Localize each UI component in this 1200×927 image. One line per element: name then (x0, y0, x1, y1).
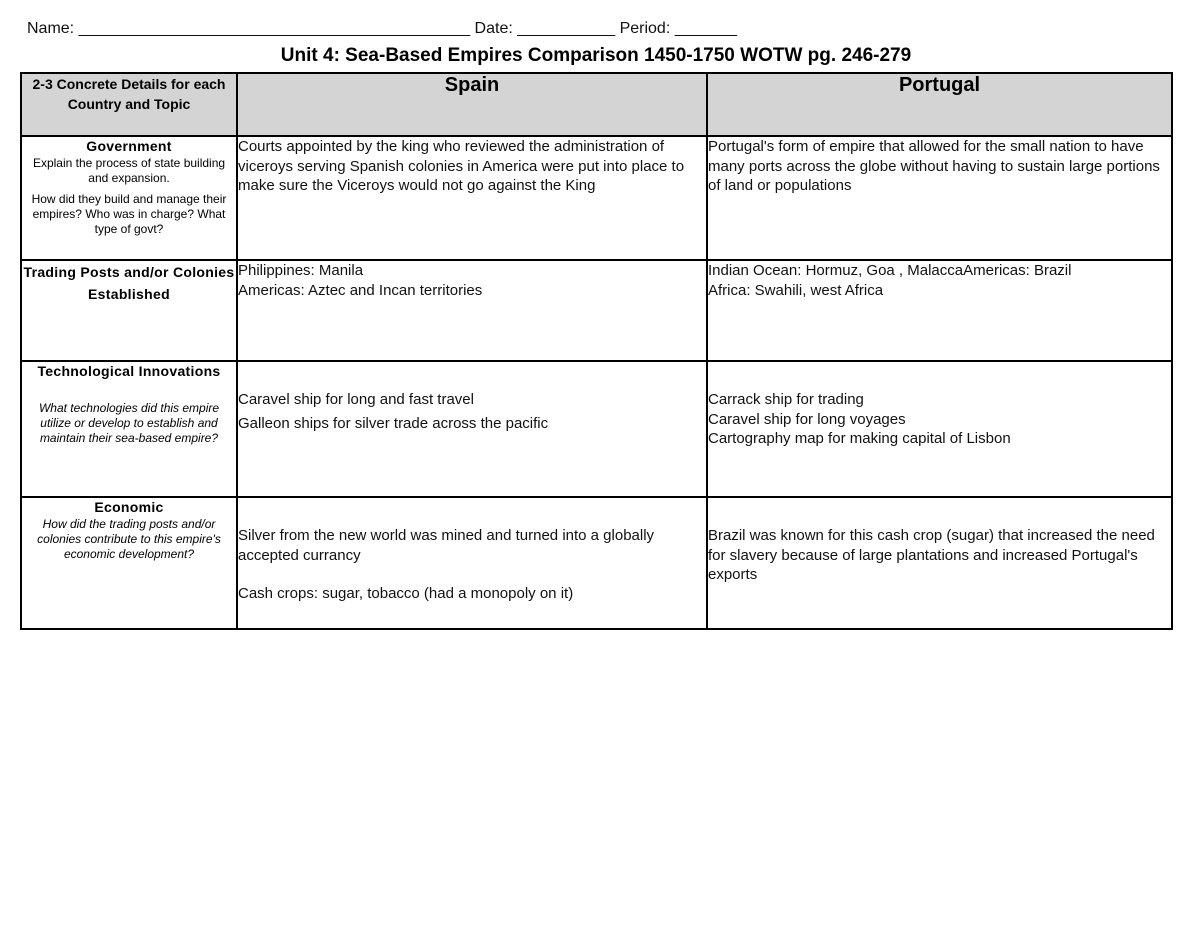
cell-text: Philippines: Manila (238, 262, 364, 279)
topic-name: Trading Posts and/or Colonies Established (23, 264, 235, 302)
student-info-line: Name: ____________________________________________ Date: ___________ Period: _______ (27, 20, 737, 37)
cell-text: Silver from the new world was mined and turned into a globally accepted currancy (238, 527, 655, 564)
topic-question: How did they build and manage their empires? Who was in charge? What type of govt? (31, 192, 227, 236)
header-row (21, 73, 1172, 136)
topic-name: Economic (94, 499, 164, 515)
cell-text: Carrack ship for trading (708, 391, 864, 408)
cell-text: Americas: Aztec and Incan territories (238, 281, 483, 299)
cell-text: Caravel ship for long voyages (708, 410, 906, 428)
portugal-economic-cell[interactable] (707, 497, 1172, 629)
cell-text: Cartography map for making capital of Lisbon (708, 430, 1011, 447)
spain-column-header: Spain (237, 73, 707, 136)
topic-description: Explain the process of state building and expansion. (32, 156, 226, 185)
topic-question: How did the trading posts and/or colonies contribute to this empire's economic development? (37, 517, 221, 561)
topic-cell-technology (21, 361, 237, 497)
topic-name: Technological Innovations (37, 363, 221, 379)
portugal-trading-posts-cell[interactable] (707, 260, 1172, 361)
spain-trading-posts-cell[interactable] (237, 260, 707, 361)
topic-name: Government (86, 138, 172, 154)
table-row (21, 136, 1172, 260)
portugal-column-header: Portugal (707, 73, 1172, 136)
page-title: Unit 4: Sea-Based Empires Comparison 1450-1750 WOTW pg. 246-279 (280, 45, 912, 66)
portugal-government-cell[interactable] (707, 136, 1172, 260)
portugal-technology-cell[interactable] (707, 361, 1172, 497)
cell-text: Courts appointed by the king who reviewed the administration of viceroys serving Spanish colonies in America were put into place to make sure the Viceroys would not go against the King (238, 138, 685, 194)
cell-text: Galleon ships for silver trade across the pacific (238, 414, 549, 432)
cell-text: Indian Ocean: Hormuz, Goa , MalaccaAmericas: Brazil (708, 262, 1072, 279)
table-row (21, 260, 1172, 361)
cell-text: Caravel ship for long and fast travel (238, 391, 474, 408)
topic-question: What technologies did this empire utilize or develop to establish and maintain their sea-based empire? (38, 401, 220, 445)
cell-text: Cash crops: sugar, tobacco (had a monopoly on it) (238, 585, 574, 602)
table-row (21, 497, 1172, 629)
cell-text: Brazil was known for this cash crop (sugar) that increased the need for slavery because of large plantations and increased Portugal's exports (708, 527, 1155, 583)
cell-text: Portugal's form of empire that allowed for the small nation to have many ports across the globe without having to sustain large portions of land or populations (708, 138, 1160, 194)
topic-cell-trading-posts (21, 260, 237, 361)
cell-text: Africa: Swahili, west Africa (708, 281, 884, 299)
spain-economic-cell[interactable] (237, 497, 707, 629)
table-row (21, 361, 1172, 497)
comparison-table (20, 72, 1173, 630)
topic-column-header: 2-3 Concrete Details for each Country and Topic (21, 73, 237, 136)
topic-cell-economic (21, 497, 237, 629)
spain-government-cell[interactable] (237, 136, 707, 260)
spain-technology-cell[interactable] (237, 361, 707, 497)
topic-cell-government (21, 136, 237, 260)
